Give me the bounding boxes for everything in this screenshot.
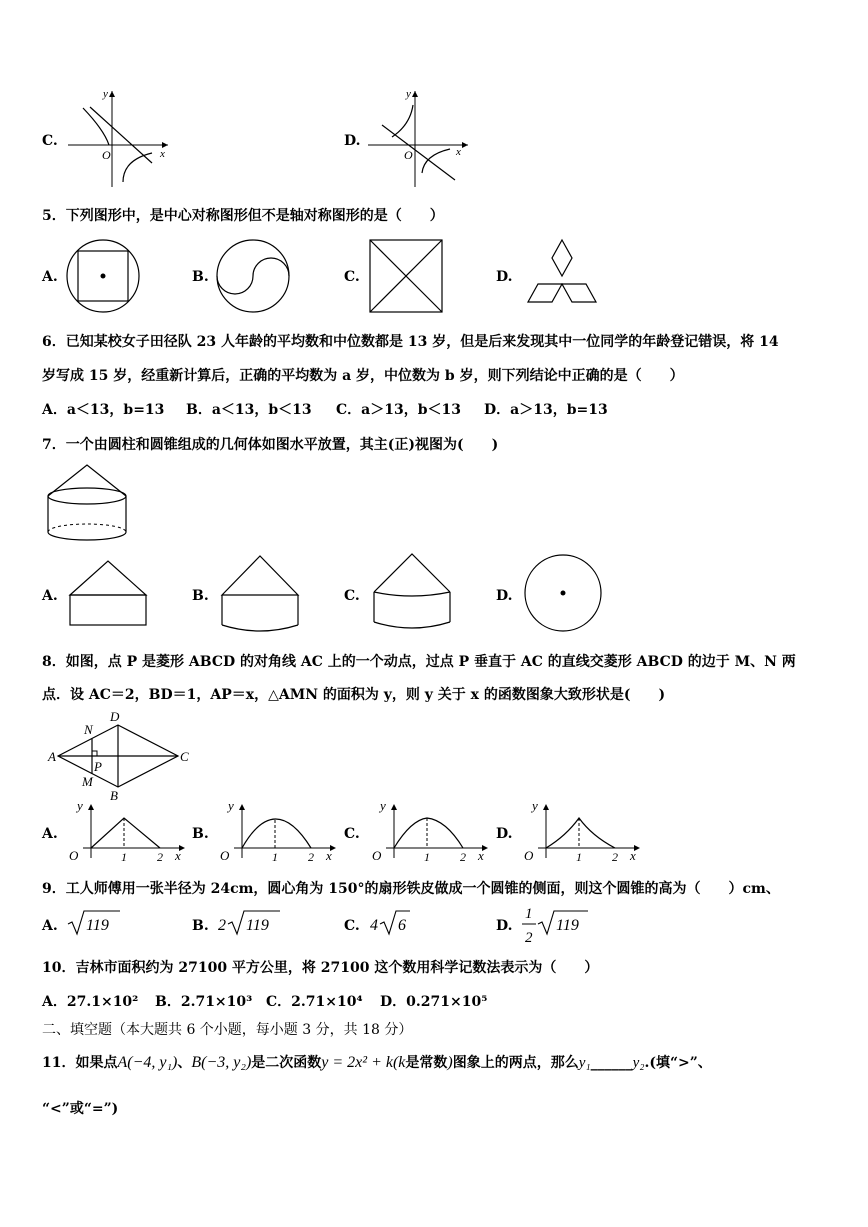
q8-option-c-label[interactable]: C.: [344, 826, 360, 842]
q9-option-b-label[interactable]: B.: [192, 918, 209, 934]
q8-graph-c: [366, 798, 496, 866]
q5-option-b-label[interactable]: B.: [192, 269, 209, 285]
q8-label-p: P: [94, 759, 102, 774]
q6-option-a[interactable]: A．a＜13，b=13: [42, 402, 165, 418]
q8-stem-line2: 点．设 AC＝2，BD＝1，AP＝x，△AMN 的面积为 y，则 y 关于 x 的函数图象大致形状是( ): [42, 687, 666, 703]
q4d-origin: O: [404, 148, 413, 162]
q8d-tick-1: 1: [576, 850, 582, 864]
q6-stem-line2: 岁写成 15 岁，经重新计算后，正确的平均数为 a 岁，中位数为 b 岁，则下列结论中正确的是（ ）: [42, 368, 684, 384]
q9c-value: 6: [398, 917, 406, 934]
q5-option-d-label[interactable]: D.: [496, 269, 513, 285]
q8-option-b-label[interactable]: B.: [192, 826, 209, 842]
q7-option-a-label[interactable]: A.: [42, 588, 58, 604]
q9-option-d-fraction-radical: [520, 902, 590, 946]
q10-option-b[interactable]: B．2.71×10³: [155, 994, 253, 1010]
q8a-y: y: [77, 798, 83, 813]
q4-option-d-label[interactable]: D.: [344, 133, 361, 149]
q8c-y: y: [380, 798, 386, 813]
q8c-x: x: [478, 848, 484, 863]
q9d-denominator: 2: [525, 930, 533, 946]
q8-graph-b: [214, 798, 344, 866]
q11-point-b: B(−3, y₂): [191, 1054, 252, 1071]
q4c-origin: O: [102, 148, 111, 162]
q5-figure-b-yin-yang: [215, 238, 295, 318]
q8-option-d-label[interactable]: D.: [496, 826, 513, 842]
q5-option-a-label[interactable]: A.: [42, 269, 58, 285]
q8a-origin: O: [69, 848, 79, 863]
q9a-value: 119: [86, 917, 109, 934]
q8-label-b: B: [110, 788, 118, 803]
q8b-y: y: [228, 798, 234, 813]
q8-label-a: A: [48, 749, 56, 764]
q9d-value: 119: [556, 917, 579, 934]
q9d-numerator: 1: [525, 906, 533, 922]
q11-prefix: 11．如果点: [42, 1055, 118, 1071]
q9-option-c-radical: [370, 908, 420, 938]
q4c-axis-y: y: [103, 88, 108, 100]
q7-stem: 7．一个由圆柱和圆锥组成的几何体如图水平放置，其主(正)视图为( ): [42, 437, 499, 453]
q8b-tick-1: 1: [272, 850, 278, 864]
q4-graph-d: [360, 85, 480, 190]
q8-graph-d: [518, 798, 648, 866]
q8b-origin: O: [220, 848, 230, 863]
q8d-origin: O: [524, 848, 534, 863]
q9b-coef: 2: [218, 917, 226, 934]
q9-option-a-radical: [66, 908, 126, 938]
section-heading-fill-in: 二、填空题（本大题共 6 个小题，每小题 3 分，共 18 分）: [42, 1022, 413, 1038]
q8-label-n: N: [84, 722, 93, 737]
q8b-tick-2: 2: [308, 850, 314, 864]
q7-option-c-label[interactable]: C.: [344, 588, 360, 604]
q7-option-d-label[interactable]: D.: [496, 588, 513, 604]
q9-stem: 9．工人师傅用一张半径为 24cm，圆心角为 150°的扇形铁皮做成一个圆锥的侧面，则这个圆锥的高为（ ）cm、: [42, 881, 780, 897]
q8b-x: x: [326, 848, 332, 863]
q10-option-c[interactable]: C．2.71×10⁴: [266, 994, 363, 1010]
q8a-tick-2: 2: [157, 850, 163, 864]
q9-option-c-label[interactable]: C.: [344, 918, 360, 934]
q7-figure-a: [68, 553, 152, 633]
q9-option-a-label[interactable]: A.: [42, 918, 58, 934]
q9-option-b-radical: [218, 908, 288, 938]
q9b-value: 119: [246, 917, 269, 934]
q8d-tick-2: 2: [612, 850, 618, 864]
q6-option-d[interactable]: D．a＞13，b=13: [484, 402, 608, 418]
q6-option-c[interactable]: C．a＞13，b＜13: [336, 402, 461, 418]
q11-point-a: A(−4, y₁): [117, 1054, 178, 1071]
q8d-x: x: [630, 848, 636, 863]
q4-option-c-label[interactable]: C.: [42, 133, 58, 149]
q5-figure-d-three-rhombi: [520, 238, 610, 318]
q5-stem: 5．下列图形中，是中心对称图形但不是轴对称图形的是（ ）: [42, 208, 444, 224]
q7-figure-c: [372, 550, 456, 632]
q8c-tick-1: 1: [424, 850, 430, 864]
q5-option-c-label[interactable]: C.: [344, 269, 360, 285]
q8-label-d: D: [110, 709, 120, 724]
q8-graph-a: [63, 798, 193, 866]
q4-graph-c: [60, 85, 180, 190]
q7-figure-d-circle: [523, 553, 607, 637]
q11-line1: [42, 1052, 712, 1072]
q8c-origin: O: [372, 848, 382, 863]
q8-option-a-label[interactable]: A.: [42, 826, 58, 842]
q4d-axis-y: y: [406, 88, 411, 100]
q11-y1: y₁: [578, 1055, 591, 1071]
q8-label-c: C: [180, 749, 189, 764]
q8a-x: x: [175, 848, 181, 863]
q7-figure-b: [220, 553, 304, 633]
q8a-tick-1: 1: [121, 850, 127, 864]
q10-option-d[interactable]: D．0.271×10⁵: [380, 994, 488, 1010]
q11-y2: y₂: [632, 1055, 645, 1071]
q5-figure-c-square-diagonals: [368, 238, 448, 318]
q8c-tick-2: 2: [460, 850, 466, 864]
q11-func-note: 是常数: [405, 1055, 448, 1071]
q5-figure-a-circle-square: [65, 238, 145, 318]
q11-suffix: 图象上的两点，那么: [452, 1055, 579, 1071]
q9c-coef: 4: [370, 917, 378, 934]
q11-function: y = 2x² + k(k: [321, 1054, 406, 1071]
q11-sep: 、: [177, 1055, 192, 1071]
q10-stem: 10．吉林市面积约为 27100 平方公里，将 27100 这个数用科学记数法表示为（ ）: [42, 960, 599, 976]
q9-option-d-label[interactable]: D.: [496, 918, 513, 934]
q8-label-m: M: [82, 774, 93, 789]
q10-option-a[interactable]: A．27.1×10²: [42, 994, 139, 1010]
q4d-axis-x: x: [456, 146, 461, 158]
q8-rhombus-figure: [42, 708, 202, 804]
q11-answer-blank[interactable]: ______: [590, 1055, 633, 1071]
q6-stem-line1: 6．已知某校女子田径队 23 人年龄的平均数和中位数都是 13 岁，但是后来发现其中一位同学的年龄登记错误，将 14: [42, 334, 779, 350]
q11-line2: “<”或“=”): [42, 1101, 119, 1117]
q7-solid-figure: [45, 462, 135, 552]
q11-func-end: ): [447, 1054, 453, 1071]
q8-stem-line1: 8．如图，点 P 是菱形 ABCD 的对角线 AC 上的一个动点，过点 P 垂直于 AC 的直线交菱形 ABCD 的边于 M、N 两: [42, 654, 796, 670]
q7-option-b-label[interactable]: B.: [192, 588, 209, 604]
q11-middle: 是二次函数: [251, 1055, 322, 1071]
q8d-y: y: [532, 798, 538, 813]
q6-option-b[interactable]: B．a＜13，b＜13: [186, 402, 312, 418]
q4c-axis-x: x: [160, 148, 165, 160]
q11-fill-instruction: .(填“>”、: [644, 1055, 712, 1071]
